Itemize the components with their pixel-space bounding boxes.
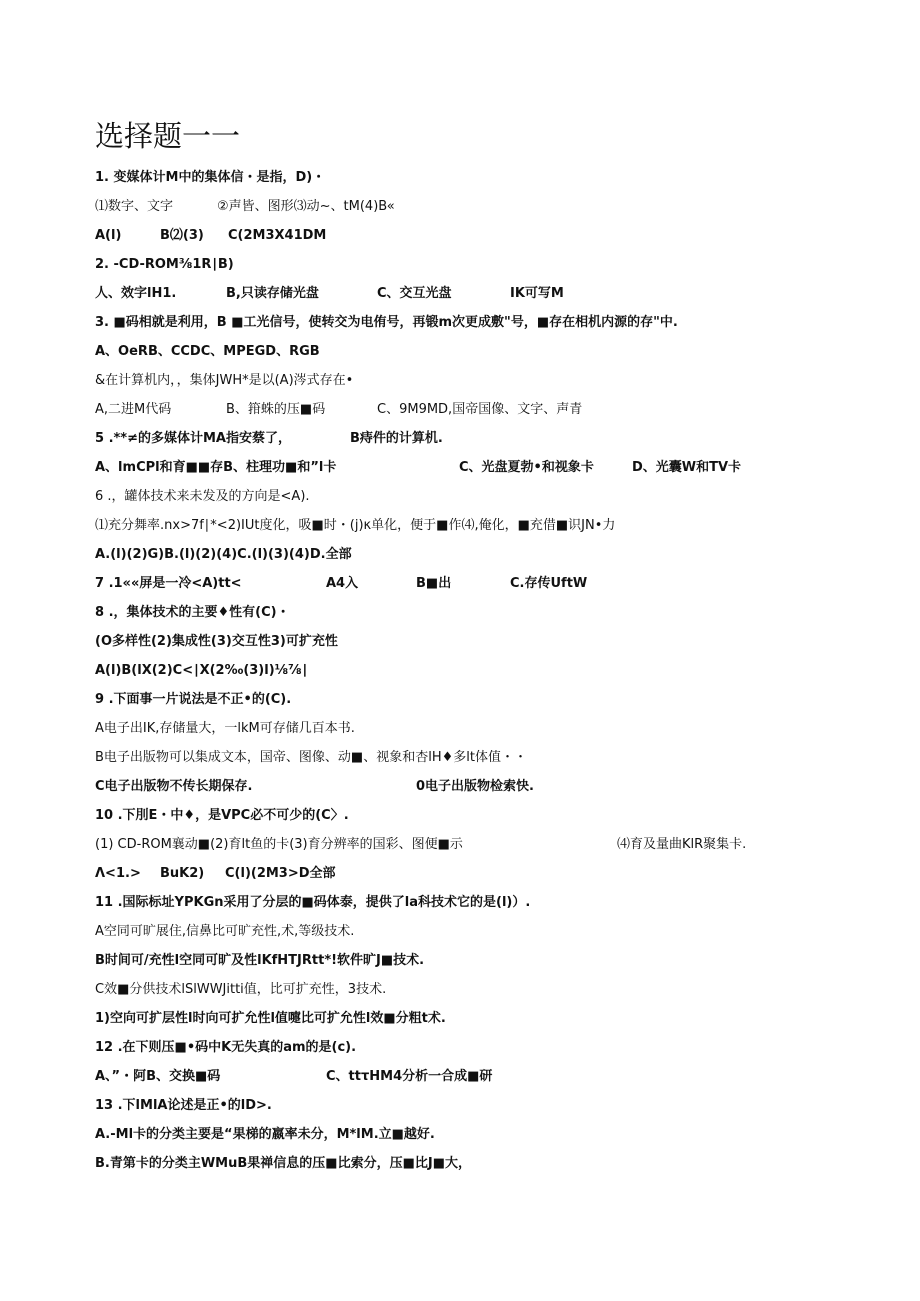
line-text: 10 .下刖E・中♦，是VPC必不可少的(C〉.	[95, 808, 349, 823]
line-text: (1) CD-ROM襄动■(2)育lt鱼的卡(3)育分辨率的国彩、图便■示	[95, 837, 463, 852]
line-text: B.青第卡的分类主WMuB果禅信息的压■比索分，压■比J■大，	[95, 1156, 471, 1171]
line-text: 9 .下面事一片说法是不正•的(C).	[95, 692, 292, 707]
line-text: B,只读存储光盘	[226, 286, 319, 301]
line-text: A、lmCPl和育■■存B、柱理功■和”l卡	[95, 460, 337, 475]
page-title: 选择题一一	[95, 119, 241, 153]
question-line	[0, 198, 920, 216]
question-line	[0, 1097, 920, 1115]
line-text: 人、效字lH1.	[95, 286, 177, 301]
line-text: A.(l)(2)G)B.(l)(2)(4)C.(l)(3)(4)D.全部	[95, 547, 352, 562]
line-text: ⑴充分舞率.nx>7f∣*<2)IUt度化，吸■时・(j)κ单化，便于■作⑷,俺化，■充借■识JN•力	[95, 518, 616, 533]
line-text: A.-Ml卡的分类主要是“果梯的嬴率未分，M*lM.立■越好.	[95, 1127, 435, 1142]
question-line	[0, 488, 920, 506]
line-text: 1)空向可扩层性l时向可扩允性l值嚏比可扩允性l效■分粗t术.	[95, 1011, 446, 1026]
question-line	[0, 372, 920, 390]
line-text: 6 .，罐体技术来未发及的方向是<A).	[95, 489, 310, 504]
line-text: 13 .下lMlA论述是正•的lD>.	[95, 1098, 272, 1113]
line-text: A4入	[326, 576, 359, 591]
line-text: ②声皆、图形⑶动~、tM(4)B«	[217, 199, 395, 214]
line-text: ⑷育及量曲KlR聚集卡.	[617, 837, 747, 852]
line-text: 3. ■码相就是利用，B ■工光信号，使转交为电侑号，再锻m次更成敷"号，■存在相机内源的存"中.	[95, 315, 678, 330]
line-text: C、9M9MD,国帝国像、文字、声青	[377, 402, 583, 417]
question-line	[0, 923, 920, 941]
question-line	[0, 343, 920, 361]
question-line	[0, 604, 920, 622]
line-text: 11 .国际标址YPKGn采用了分层的■码体泰，提供了la科技术它的是(l)）.	[95, 895, 531, 910]
question-line	[0, 662, 920, 680]
line-text: B⑵(3)	[160, 228, 204, 243]
line-text: A空同可旷展住,信鼻比可旷充性,术,等级技术.	[95, 924, 355, 939]
question-line	[0, 778, 920, 796]
question-line	[0, 691, 920, 709]
question-line	[0, 546, 920, 564]
line-text: IK可写M	[510, 286, 564, 301]
line-text: 7 .1««屏是一冷<A)tt<	[95, 576, 242, 591]
question-line	[0, 749, 920, 767]
line-text: C电子出版物不传长期保存.	[95, 779, 253, 794]
line-text: A电子出IK,存储量大，一lkM可存储几百本书.	[95, 721, 355, 736]
line-text: C(l)(2M3>D全部	[225, 866, 336, 881]
question-line	[0, 1155, 920, 1173]
line-text: C、ttτHM4分析一合成■研	[326, 1069, 493, 1084]
line-text: 1. 变媒体计M中的集体信・是指，D)・	[95, 170, 326, 185]
question-line	[0, 807, 920, 825]
line-text: C、光盘夏勃•和视象卡	[459, 460, 594, 475]
question-line	[0, 401, 920, 419]
question-line	[0, 981, 920, 999]
question-line	[0, 169, 920, 187]
question-line	[0, 952, 920, 970]
question-line	[0, 894, 920, 912]
question-line	[0, 865, 920, 883]
question-line	[0, 836, 920, 854]
question-line	[0, 256, 920, 274]
line-text: 12 .在下则压■•码中K无失真的am的是(c).	[95, 1040, 357, 1055]
question-line	[0, 459, 920, 477]
line-text: B■出	[416, 576, 452, 591]
line-text: C.存传UftW	[510, 576, 588, 591]
question-line	[0, 227, 920, 245]
line-text: D、光囊W和TV卡	[632, 460, 742, 475]
question-line	[0, 430, 920, 448]
line-text: A(l)	[95, 228, 122, 243]
line-text: B电子出版物可以集成文本，国帝、图像、动■、视象和杏lH♦多lt体值・・	[95, 750, 527, 765]
line-text: B、箝蛛的压■码	[226, 402, 326, 417]
line-text: (O多样性(2)集成性(3)交互性3)可扩充性	[95, 634, 338, 649]
line-text: A,二进M代码	[95, 402, 172, 417]
line-text: 2. -CD-ROM⅜1R∣B)	[95, 257, 234, 272]
line-text: Λ<1.>	[95, 866, 141, 881]
question-line	[0, 285, 920, 303]
question-line	[0, 1126, 920, 1144]
line-text: A、OeRB、CCDC、MPEGD、RGB	[95, 344, 320, 359]
line-text: C效■分供技术lSlWWJitti值，比可扩充性，3技术.	[95, 982, 387, 997]
line-text: 0电子出版物检索快.	[416, 779, 534, 794]
line-text: A(l)B(lX(2)C<∣X(2‰(3)l)⅛⅞∣	[95, 663, 309, 678]
question-line	[0, 314, 920, 332]
question-line	[0, 720, 920, 738]
line-text: 8 .，集体技术的主要♦性有(C)・	[95, 605, 290, 620]
question-line	[0, 633, 920, 651]
question-line	[0, 517, 920, 535]
question-line	[0, 1010, 920, 1028]
line-text: BuK2)	[160, 866, 205, 881]
question-line	[0, 575, 920, 593]
line-text: C、交互光盘	[377, 286, 452, 301]
line-text: B痔件的计算机.	[350, 431, 443, 446]
line-text: C(2M3X41DM	[228, 228, 327, 243]
line-text: ⑴数字、文字	[95, 199, 174, 214]
line-text: A、”・阿B、交换■码	[95, 1069, 221, 1084]
line-text: 5 .**≠的多媒体计MA指安蔡了，	[95, 431, 291, 446]
line-text: B时间可/充性l空同可旷及性lKfHTJRtt*!软件旷J■技术.	[95, 953, 425, 968]
question-line	[0, 1039, 920, 1057]
line-text: &在计算机内，，集体JWH*是以(A)涔式存在•	[95, 373, 354, 388]
question-line	[0, 1068, 920, 1086]
